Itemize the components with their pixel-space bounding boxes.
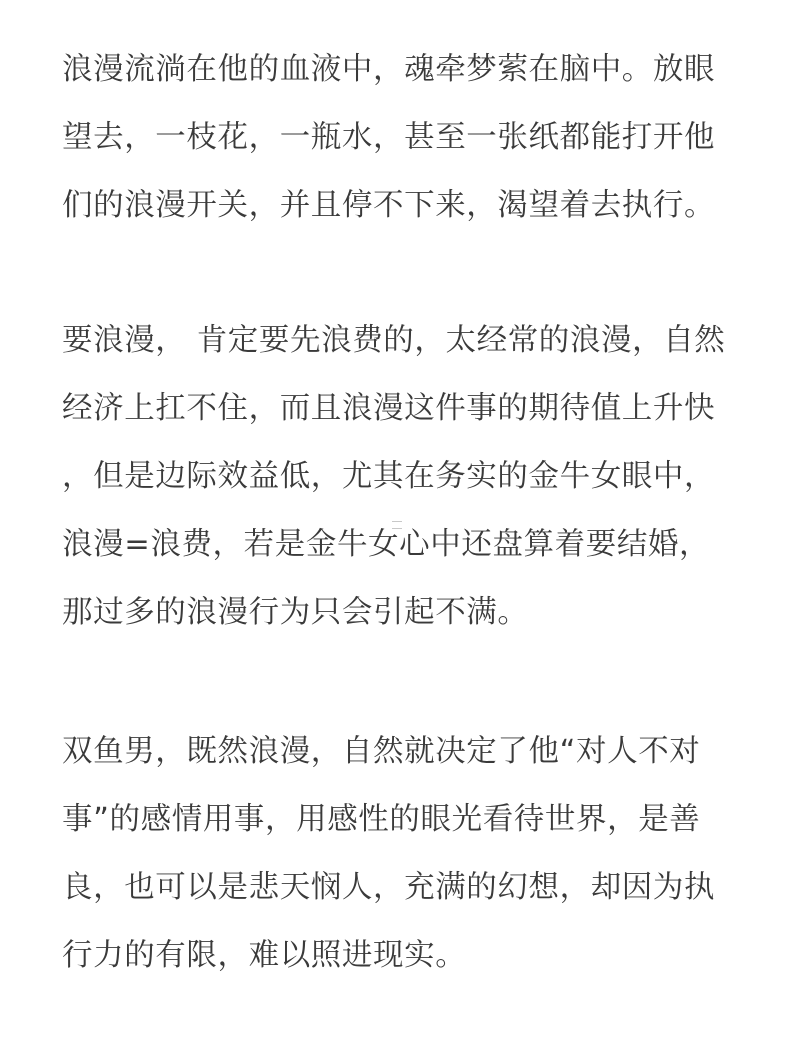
paragraph-pisces-man (62, 718, 752, 990)
paragraph-line: 行力的有限，难以照进现实。 (62, 938, 467, 973)
paragraph-line: 经济上扛不住，而且浪漫这件事的期待值上升快 (62, 391, 716, 426)
paragraph-romance-cost (62, 307, 752, 647)
paragraph-line: 浪漫=浪费，若是金牛女心中还盘算着要结婚， (62, 527, 711, 562)
paragraph-line: 那过多的浪漫行为只会引起不满。 (62, 595, 529, 630)
paragraph-line: 双鱼男，既然浪漫，自然就决定了他“对人不对 (62, 734, 701, 769)
paragraph-line: 事”的感情用事，用感性的眼光看待世界，是善 (62, 802, 701, 837)
scan-artifact-mark (392, 521, 402, 529)
paragraph-line: 良，也可以是悲天悯人，充满的幻想，却因为执 (62, 870, 716, 905)
paragraph-line: 浪漫流淌在他的血液中，魂牵梦萦在脑中。放眼 (62, 52, 716, 87)
paragraph-line: 要浪漫， 肯定要先浪费的，太经常的浪漫，自然 (62, 323, 726, 358)
paragraph-line: 望去，一枝花，一瓶水，甚至一张纸都能打开他 (62, 120, 716, 155)
paragraph-romance-nature (62, 36, 752, 240)
paragraph-line: ，但是边际效益低，尤其在务实的金牛女眼中， (62, 459, 716, 494)
paragraph-line: 们的浪漫开关，并且停不下来，渴望着去执行。 (62, 188, 716, 223)
